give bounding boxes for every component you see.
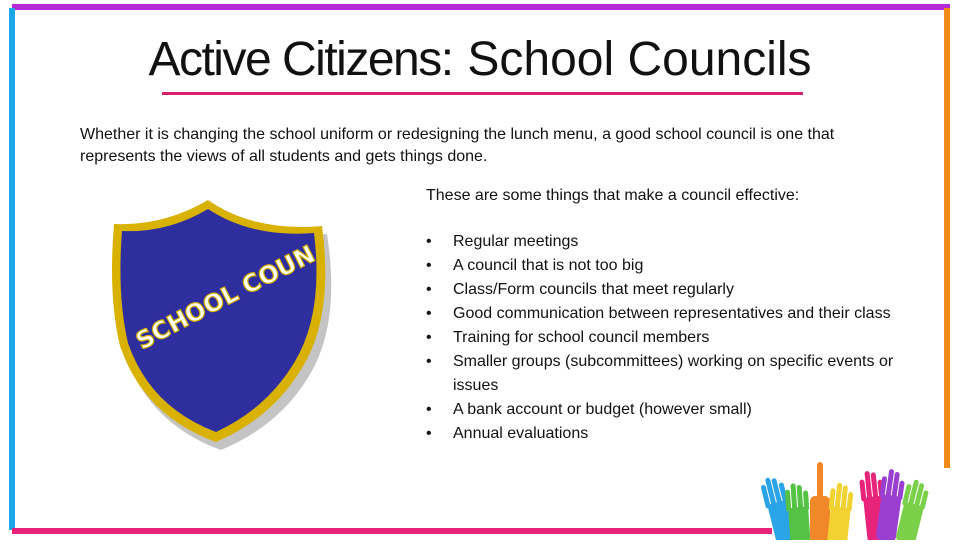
bullet-icon: • <box>426 233 432 250</box>
list-item <box>426 350 926 398</box>
badge-text: SCHOOL COUN <box>131 239 320 356</box>
list-item-text: Good communication between representatives and their class <box>453 305 891 322</box>
subheading: These are some things that make a council effective: <box>426 187 800 204</box>
shield-icon <box>106 200 332 450</box>
title-rest: : School Councils <box>440 33 812 86</box>
list-item <box>426 230 926 254</box>
school-council-badge <box>106 200 332 450</box>
intro-paragraph: Whether it is changing the school uniform or redesigning the lunch menu, a good school council is one that represents the views of all students and gets things done. <box>80 126 835 165</box>
bullet-icon: • <box>426 281 432 298</box>
list-item-text: Smaller groups (subcommittees) working on specific events or issues <box>453 353 894 394</box>
bullet-icon: • <box>426 329 432 346</box>
slide-title <box>0 30 960 90</box>
bullet-icon: • <box>426 425 432 442</box>
list-item <box>426 422 926 446</box>
list-item <box>426 326 926 350</box>
raised-hands-graphic <box>748 458 948 540</box>
effective-council-list <box>426 230 926 446</box>
list-item-text: Training for school council members <box>453 329 710 346</box>
bullet-icon: • <box>426 257 432 274</box>
bullet-icon: • <box>426 305 432 322</box>
list-item-text: A bank account or budget (however small) <box>453 401 752 418</box>
list-item <box>426 254 926 278</box>
top-border <box>12 4 950 10</box>
list-item <box>426 278 926 302</box>
list-item-text: Annual evaluations <box>453 425 589 442</box>
list-item-text: Regular meetings <box>453 233 579 250</box>
list-item-text: Class/Form councils that meet regularly <box>453 281 734 298</box>
list-item-text: A council that is not too big <box>453 257 644 274</box>
bottom-border <box>12 528 772 534</box>
title-underline <box>162 92 803 95</box>
bullet-icon: • <box>426 401 432 418</box>
list-item <box>426 302 926 326</box>
bullet-icon: • <box>426 353 432 370</box>
list-item <box>426 398 926 422</box>
raised-hands-icon <box>748 458 948 540</box>
title-bold: Active Citizens <box>148 33 441 86</box>
